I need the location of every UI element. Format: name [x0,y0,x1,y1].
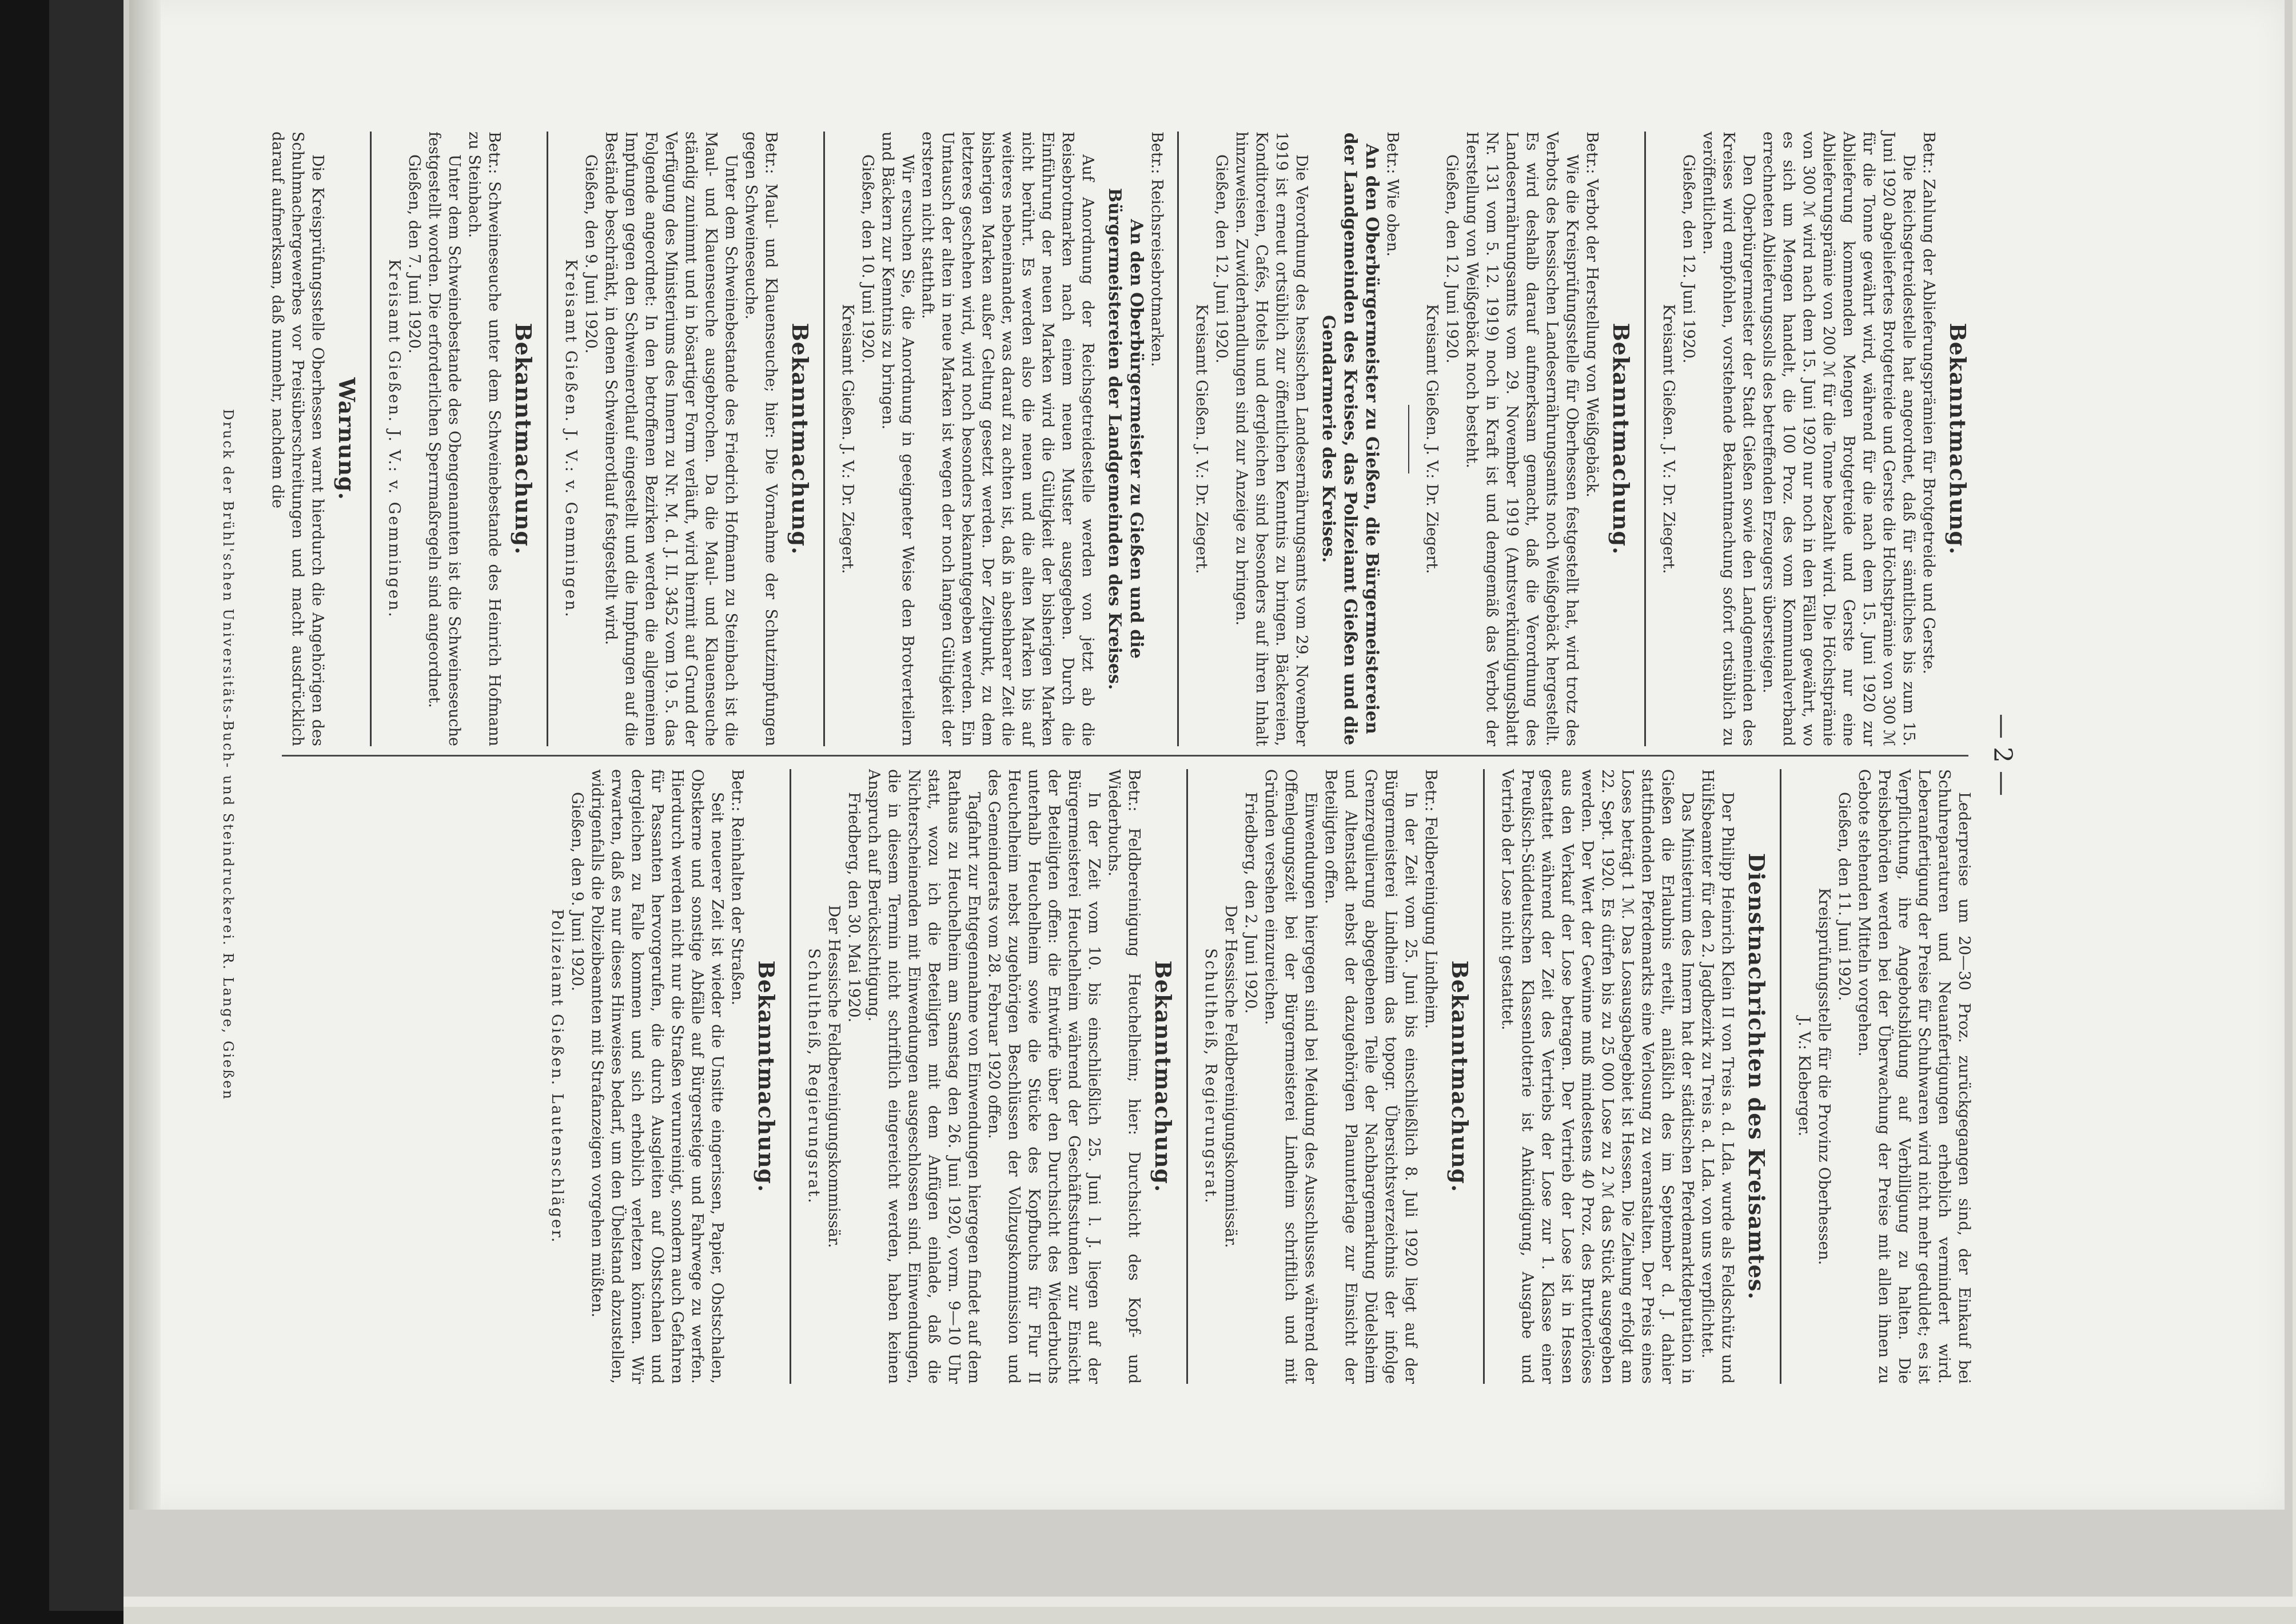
notice-heading: Bekanntmachung. [754,960,779,1193]
notice-authority: Kreisamt Gießen. J. V.: v. Gemmingen. [562,259,580,619]
notice-date: Gießen, den 12. Juni 1920. [1680,154,1697,364]
notice-subject: Betr.: Schweineseuche unter dem Schweinebestande des Heinrich Hofmann zu Steinbach. [465,132,503,746]
notice-body-continued: Einwendungen hiergegen sind bei Meidung des Ausschlusses während der Offenlegungszeit bei der Bürgermeisterei Lindheim schriftlich und mit Gründen versehen einzureichen. [1262,769,1320,1384]
notice-addressee: An den Oberbürgermeister zu Gießen und die Bürgermeistereien der Landgemeinden des Kreises. [1105,188,1146,690]
notice-body: Lederpreise um 20—30 Proz. zurückgegangen sind, der Einkauf bei Schuhreparaturen und Neuanfertigungen erheblich vermindert wird. Leberanfertigung der Preise für Schuhwaren wird nicht mehr geduldet; es ist Verpflichtung, ihre Angebotsbildung auf Verbilligung zu halten. Die Preisbehörden werden bei der Überwachung der Preise mit allen ihnen zu Gebote stehenden Mitteln vorgehen. [1855,769,1973,1384]
section-divider [823,132,825,746]
notice-body: Der Philipp Heinrich Klein II von Treis a. d. Lda. wurde als Feldschütz und Hülfsbeamter für den 2. Jagdbezirk zu Treis a. d. Lda. von uns verpflichtet. [1699,769,1736,1384]
notice-signature: Schultheiß, Regierungsrat. [805,948,823,1205]
notice-date: Friedberg, den 30. Mai 1920. [845,792,863,1023]
notice-heading: Bekanntmachung. [511,323,536,555]
notice-heading: Bekanntmachung. [1608,323,1634,555]
notice-ablieferungspraemien [1659,132,1971,746]
notice-heading: Dienstnachrichten des Kreisamtes. [1744,853,1769,1300]
section-divider [1177,132,1179,746]
notice-body-continued: Wir ersuchen Sie, die Anordnung in geeigneter Weise den Brotverteilern und Bäckern zur Kenntnis zu bringen. [879,132,916,746]
section-divider [1483,769,1485,1384]
notice-reisebrotmarken [838,132,1167,746]
notice-instruction: Den Oberbürgermeister der Stadt Gießen sowie den Landgemeinden des Kreises wird empfohlen, vorstehende Bekanntmachung sofort ortsüblich zu veröffentlichen. [1700,132,1757,746]
section-divider [1644,132,1646,746]
notice-body: Die Reichsgetreidestelle hat angeordnet, daß für sämtliches bis zum 15. Juni 1920 abgeliefertes Brotgetreide und Gerste die Höchstprämie von 300 ℳ für die Tonne gewährt wird, während für die nach dem 15. Juni 1920 zur Ablieferung kommenden Mengen Brotgetreide und Gerste nur eine Ablieferungsprämie von 200 ℳ für die Tonne bezahlt wird. Die Höchstprämie von 300 ℳ wird nach dem 15. Juni 1920 nur noch in den Fällen gewährt, wo es sich um Mengen handelt, die 100 Proz. des vom Kommunalverband errechneten Ablieferungssolls des betreffenden Erzeugers übersteigen. [1760,132,1918,746]
notice-date: Friedberg, den 2. Juni 1920. [1242,792,1259,1014]
notice-dienstnachrichten [1497,769,1769,1384]
notice-weissgebaeck [1422,132,1634,746]
printer-imprint: Druck der Brühl'schen Universitäts-Buch- und Steindruckerei. R. Lange, Gießen [220,409,236,1101]
notice-authority: Der Hessische Feldbereinigungskommissär. [825,905,843,1248]
notice-authority: Kreisamt Gießen. J. V.: Dr. Ziegert. [1423,304,1441,574]
notice-heading: Warnung. [334,377,360,500]
notice-authority: Kreisamt Gießen. J. V.: Dr. Ziegert. [839,304,856,574]
notice-authority: Polizeiamt Gießen. Lautenschläger. [548,909,566,1244]
section-divider [547,132,548,746]
notice-heading: Bekanntmachung. [1150,960,1176,1193]
notice-body: Unter dem Schweinebestande des Obengenannten ist die Schweineseuche festgestellt worden. Die erforderlichen Sperrmaßregeln sind angeordnet. [425,132,463,746]
notice-heading: Bekanntmachung. [1945,323,1971,555]
notice-date: Gießen, den 12. Juni 1920. [1213,154,1230,364]
notice-subject: Betr.: Verbot der Herstellung von Weißgebäck. [1583,132,1601,497]
left-column [259,132,1974,746]
notice-authority: Der Hessische Feldbereinigungskommissär. [1222,905,1239,1248]
notice-subject: Betr.: Wie oben. [1384,132,1401,257]
notice-subject: Betr.: Feldbereinigung Lindheim. [1422,769,1440,1029]
notice-warnung [268,132,360,746]
notice-body-continued: Das Ministerium des Innern hat der städtischen Pferdemarktdeputation in Gießen die Erlaubnis erteilt, anläßlich des im September d. J. dahier stattfindenden Pferdemarkts eine Verlosung zu veranstalten. Der Preis eines Loses beträgt 1 ℳ. Das Losausgabegebiet ist Hessen. Die Ziehung erfolgt am 22. Sept. 1920. Es dürfen bis zu 25 000 Lose zu 2 ℳ das Stück ausgegeben werden. Der Wert der Gewinne muß mindestens 40 Proz. des Bruttoerlöses aus den Verkauf der Lose betragen. Der Vertrieb der Lose ist in Hessen gestattet während der Zeit des Vertriebs der Lose zur 1. Klasse einer Preußisch-Süddeutschen Klassenlotterie ist Ankündigung, Ausgabe und Vertrieb der Lose nicht gestattet. [1498,769,1696,1384]
right-column [259,769,1974,1384]
notice-body: Die Kreisprüfungsstelle Oberhessen warnt hierdurch die Angehörigen des Schuhmachergewerbes vor Preisüberschreitungen und macht ausdrücklich darauf aufmerksam, daß nunmehr, nachdem die [269,132,326,746]
notice-feldbereinigung-lindheim [1201,769,1473,1384]
notice-subject: Betr.: Maul- und Klauenseuche; hier: Die Vornahme der Schutzimpfungen gegen Schweineseuche. [742,132,780,746]
section-divider [790,769,791,1384]
notice-body: Wie die Kreisprüfungsstelle für Oberhessen festgestellt hat, wird trotz des Verbots des hessischen Landesernährungsamts noch Weißgebäck hergestellt. Es wird deshalb darauf aufmerksam gemacht, daß die Verordnung des Landesernährungsamts vom 29. November 1919 (Amtsverkündigungsblatt Nr. 131 vom 5. 12. 1919) noch in Kraft ist und demgemäß das Verbot der Herstellung von Weißgebäck noch besteht. [1463,132,1581,746]
notice-date: Gießen, den 11. Juni 1920. [1835,792,1853,1001]
notice-feldbereinigung-heuchelheim [804,769,1176,1384]
notice-authority: Kreisprüfungsstelle für die Provinz Oberhessen. [1815,887,1833,1265]
notice-date: Gießen, den 10. Juni 1920. [859,154,876,364]
notice-body: Die Verordnung des hessischen Landesernährungsamts vom 29. November 1919 ist erneut ortsüblich zur öffentlichen Kenntnis zu bringen. Bäckereien, Konditoreien, Cafés, Hotels und dergleichen sind besonders auf ihren Inhalt hinzuweisen. Zuwiderhandlungen sind zur Anzeige zu bringen. [1233,132,1310,746]
notice-subject: Betr.: Reinhalten der Straßen. [728,769,746,1006]
notice-heading: Bekanntmachung. [787,323,813,555]
notice-subject: Betr.: Feldbereinigung Heuchelheim; hier: Durchsicht des Kopf- und Wiederbuchs. [1105,769,1143,1384]
notice-schuhpreise-continued [1794,769,1974,1384]
section-divider [1780,769,1781,1384]
notice-date: Gießen, den 9. Juni 1920. [568,792,586,992]
notice-body-continued: Tagfahrt zur Entgegennahme von Einwendungen hiergegen findet auf dem Rathaus zu Heuchelheim am Samstag den 26. Juni 1920, vorm. 9—10 Uhr statt, wozu ich die Beteiligten mit dem Anfügen einlade, daß die Nichterscheinenden mit Einwendungen ausgeschlossen sind. Einwendungen, die in diesem Termin nicht schriftlich eingereicht werden, haben keinen Anspruch auf Berücksichtigung. [865,769,983,1384]
notice-date: Gießen, den 12. Juni 1920. [1443,154,1461,364]
notice-authority: Kreisamt Gießen. J. V.: Dr. Ziegert. [1660,304,1677,574]
notice-authority: Kreisamt Gießen. J. V.: v. Gemmingen. [385,259,403,619]
notice-body: In der Zeit vom 10. bis einschließlich 25. Juni l. J. liegen auf der Bürgermeisterei Heuchelheim während der Geschäftsstunden zur Einsicht der Beteiligten offen: die Entwürfe über den Durchsicht des Wiederbuchs unterhalb Heuchelheim sowie die Stücke des Kopfbuchs für Flur II Heuchelheim nebst zugehörigen Beschlüssen der Vollzugskommission und des Gemeinderats vom 28. Februar 1920 offen. [985,769,1103,1384]
notice-heading: Bekanntmachung. [1447,960,1473,1193]
notice-maul-klauenseuche [561,132,813,746]
section-divider [1186,769,1188,1384]
rotated-text-page [185,97,2048,1412]
notice-signature: Schultheiß, Regierungsrat. [1202,948,1219,1205]
notice-signature: J. V.: Kleberger. [1795,1016,1813,1137]
notice-addressee: An den Oberbürgermeister zu Gießen, die Bürgermeistereien der Landgemeinden des Kreises, das Polizeiamt Gießen und die Gendarmerie des Kreises. [1318,132,1382,746]
notice-authority: Kreisamt Gießen. J. V.: Dr. Ziegert. [1193,304,1210,574]
column-divider [282,755,1968,757]
notice-wie-oben [1191,132,1402,746]
binding-gutter [129,0,161,1510]
notice-subject: Betr.: Zahlung der Ablieferungsprämien für Brotgetreide und Gerste. [1920,132,1938,675]
notice-body: Unter dem Schweinebestande des Friedrich Hofmann zu Steinbach ist die Maul- und Klauenseuche ausgebrochen. Da die Maul- und Klauenseuche ständig zunimmt und in bösartiger Form verläuft, wird hiermit auf Grund der Verfügung des Ministeriums des Innern zu Nr. M. d. J. II. 3452 vom 19. 5. das Folgende angeordnet: In den betroffenen Bezirken werden die allgemeinen Impfungen gegen den Schweinerotlauf eingestellt und die Impfungen auf die Bestände beschränkt, in denen Schweinerotlauf festgestellt wird. [602,132,740,746]
page-number: — 2 — [1988,714,2017,796]
notice-schweineseuche [384,132,536,746]
notice-body: Auf Anordnung der Reichsgetreidestelle werden von jetzt ab die Reisebrotmarken nach einem neuen Muster ausgegeben. Durch die Einführung der neuen Marken wird die Gültigkeit der bisherigen Marken nicht berührt. Es werden also die neuen und die alten Marken bis auf weiteres nebeneinander, was darauf zu achten ist, daß in absehbarer Zeit die bisherigen Marken außer Geltung gesetzt werden. Der Zeitpunkt, zu dem letzteres geschehen wird, wird noch besonders bekanntgegeben werden. Ein Umtausch der alten in neue Marken ist wegen der noch langen Gültigkeit der ersteren nicht statthaft. [919,132,1097,746]
section-divider [370,132,372,746]
notice-date: Gießen, den 9. Juni 1920. [582,154,600,354]
short-divider [1408,405,1409,473]
notice-subject: Betr.: Reichsreisebrotmarken. [1148,132,1166,367]
notice-body: In der Zeit vom 25. Juni bis einschließlich 8. Juli 1920 liegt auf der Bürgermeisterei Lindheim das topogr. Übersichtsverzeichnis der infolge Grenzregulierung abgegebenen Teile der Nachbargemarkung Düdelsheim und Altenstadt nebst der dazugehörigen Planunterlage zur Einsicht der Beteiligten offen. [1322,769,1420,1384]
notice-body: Seit neuerer Zeit ist wieder die Unsitte eingerissen, Papier, Obstschalen, Obstkerne und sonstige Abfälle auf Bürgersteige und Fahrwege zu werfen. Hierdurch werden nicht nur die Straßen verunreinigt, sondern auch Gefahren für Passanten hervorgerufen, die durch Ausgleiten auf Obstschalen und dergleichen zu Falle kommen und sich erheblich verletzen können. Wir erwarten, daß es nur dieses Hinweises bedarf, um den Übelstand abzustellen, widrigenfalls die Polizeibeamten mit Strafanzeigen vorgehen müßten. [588,769,726,1384]
notice-reinhalten-strassen [547,769,779,1384]
notice-date: Gießen, den 7. Juni 1920. [405,154,423,354]
